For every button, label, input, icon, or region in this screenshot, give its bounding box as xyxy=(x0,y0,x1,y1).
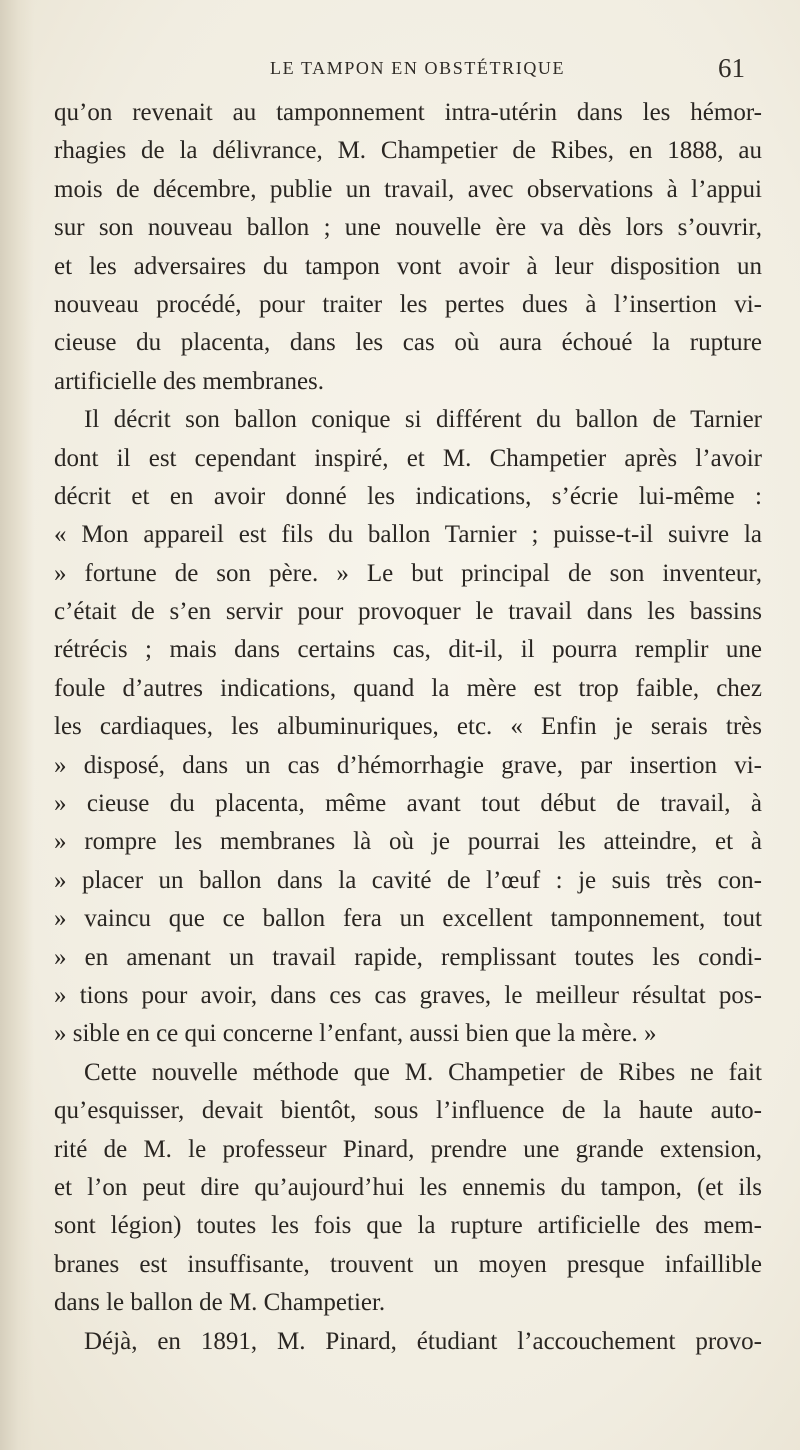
text-line: nouveau procédé, pour traiter les pertes dues à l’insertion vi- xyxy=(54,290,762,318)
text-line: » vaincu que ce ballon fera un excellent tamponnement, tout xyxy=(54,905,762,933)
text-line: c’était de s’en servir pour provoquer le travail dans les bassins xyxy=(54,598,762,626)
text-line: Cette nouvelle méthode que M. Champetier de Ribes ne fait xyxy=(84,1058,762,1086)
text-line: dans le ballon de M. Champetier. xyxy=(54,1289,386,1317)
text-line: Il décrit son ballon conique si différent du ballon de Tarnier xyxy=(84,406,762,434)
text-line: dont il est cependant inspiré, et M. Champetier après l’avoir xyxy=(54,444,762,472)
text-line: sont légion) toutes les fois que la rupture artificielle des mem- xyxy=(54,1212,762,1240)
text-line: les cardiaques, les albuminuriques, etc. « Enfin je serais très xyxy=(54,713,762,741)
text-line: et l’on peut dire qu’aujourd’hui les ennemis du tampon, (et ils xyxy=(54,1173,762,1201)
text-line: » en amenant un travail rapide, remplissant toutes les condi- xyxy=(54,943,762,971)
text-line: » disposé, dans un cas d’hémorrhagie grave, par insertion vi- xyxy=(54,751,762,779)
text-line: artificielle des membranes. xyxy=(54,367,325,395)
text-line: qu’on revenait au tamponnement intra-utérin dans les hémor- xyxy=(54,99,762,126)
text-line: » cieuse du placenta, même avant tout début de travail, à xyxy=(54,790,762,818)
text-line: foule d’autres indications, quand la mère est trop faible, chez xyxy=(54,674,762,702)
text-line: » placer un ballon dans la cavité de l’œuf : je suis très con- xyxy=(54,866,762,894)
text-line: rétrécis ; mais dans certains cas, dit-il, il pourra remplir une xyxy=(54,636,762,664)
running-title: LE TAMPON EN OBSTÉTRIQUE xyxy=(270,58,566,78)
text-line: sur son nouveau ballon ; une nouvelle ère va dès lors s’ouvrir, xyxy=(54,214,762,242)
body-text xyxy=(54,94,762,1361)
text-line: mois de décembre, publie un travail, avec observations à l’appui xyxy=(54,175,762,203)
text-line: et les adversaires du tampon vont avoir à leur disposition un xyxy=(54,252,762,280)
text-line: » rompre les membranes là où je pourrai les atteindre, et à xyxy=(54,828,762,856)
page-number: 61 xyxy=(718,53,745,83)
text-line: » fortune de son père. » Le but principal de son inventeur, xyxy=(54,559,762,587)
text-line: » tions pour avoir, dans ces cas graves, le meilleur résultat pos- xyxy=(54,981,762,1009)
text-line: branes est insuffisante, trouvent un moyen presque infaillible xyxy=(54,1250,762,1278)
text-line: » sible en ce qui concerne l’enfant, aussi bien que la mère. » xyxy=(54,1020,657,1048)
text-line: rité de M. le professeur Pinard, prendre une grande extension, xyxy=(54,1135,762,1163)
text-line: rhagies de la délivrance, M. Champetier de Ribes, en 1888, au xyxy=(54,137,762,165)
page-gutter-shadow xyxy=(0,0,34,1450)
text-line: décrit et en avoir donné les indications, s’écrie lui-même : xyxy=(54,482,762,510)
text-line: cieuse du placenta, dans les cas où aura échoué la rupture xyxy=(54,329,762,357)
text-line: qu’esquisser, devait bientôt, sous l’influence de la haute auto- xyxy=(54,1097,762,1125)
text-line: Déjà, en 1891, M. Pinard, étudiant l’accouchement provo- xyxy=(84,1327,762,1355)
text-line: « Mon appareil est fils du ballon Tarnier ; puisse-t-il suivre la xyxy=(54,521,762,549)
